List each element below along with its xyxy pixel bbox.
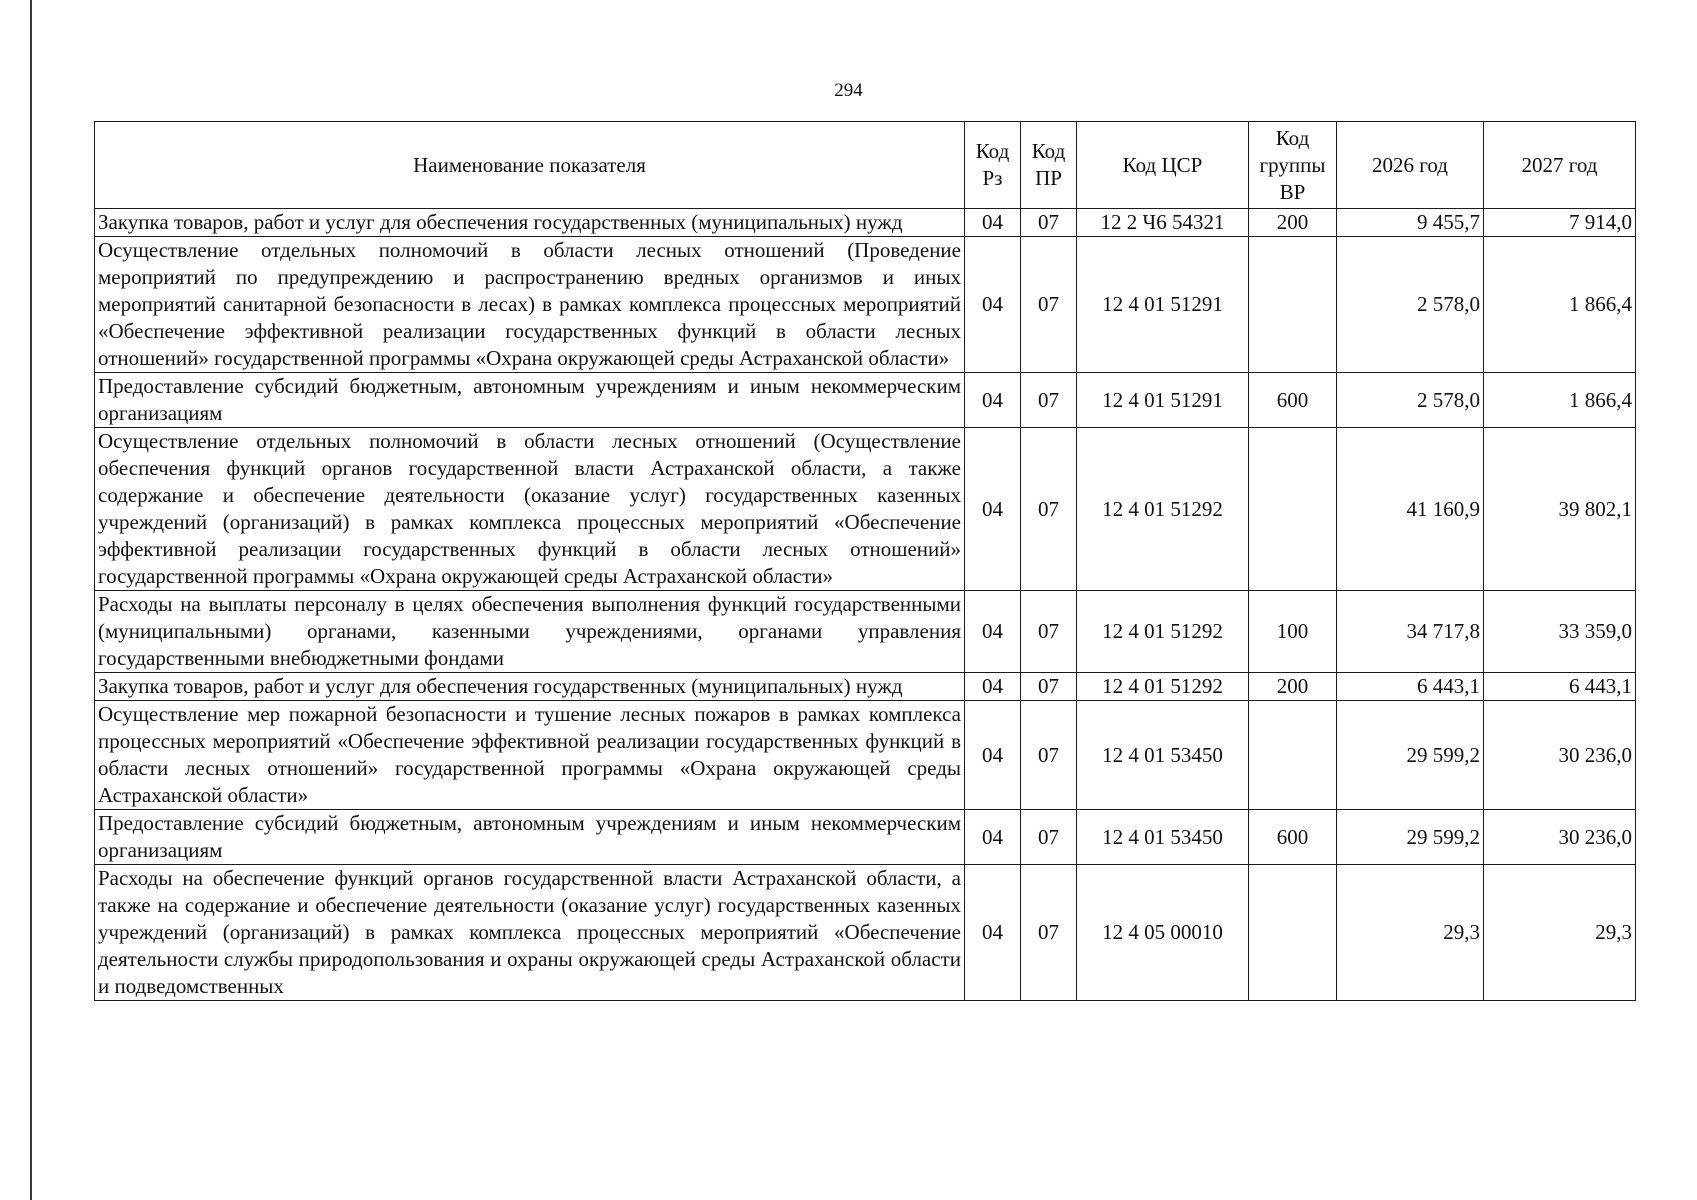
header-pr (1021, 122, 1077, 209)
row-vr (1249, 701, 1337, 810)
row-2027: 7 914,0 (1484, 209, 1636, 237)
row-2027: 30 236,0 (1484, 701, 1636, 810)
row-vr: 100 (1249, 591, 1337, 673)
row-name: Осуществление отдельных полномочий в области лесных отношений (Осуществление обеспечения функций органов государственной власти Астраханской области, а также содержание и обеспечение деятельности (оказание услуг) государственных казенных учреждений (организаций) в рамках комплекса процессных мероприятий «Обеспечение эффективной реализации государственных функций в области лесных отношений» государственной программы «Охрана окружающей среды Астраханской области» (95, 428, 965, 591)
row-2026: 29 599,2 (1337, 810, 1484, 865)
row-name: Осуществление мер пожарной безопасности и тушение лесных пожаров в рамках комплекса процессных мероприятий «Обеспечение эффективной реализации государственных функций в области лесных отношений» государственной программы «Охрана окружающей среды Астраханской области» (95, 701, 965, 810)
row-csr: 12 4 01 53450 (1077, 701, 1249, 810)
row-csr: 12 4 01 51292 (1077, 428, 1249, 591)
header-rz-line1: Код (975, 139, 1010, 163)
row-2027: 1 866,4 (1484, 237, 1636, 373)
budget-table (94, 121, 1636, 1001)
row-pr: 07 (1021, 209, 1077, 237)
row-2026: 29,3 (1337, 865, 1484, 1001)
row-csr: 12 4 05 00010 (1077, 865, 1249, 1001)
row-pr: 07 (1021, 865, 1077, 1001)
scan-edge-line (30, 0, 32, 1200)
header-csr: Код ЦСР (1077, 122, 1249, 209)
header-vr-line3: ВР (1279, 179, 1306, 204)
page-number: 294 (834, 80, 863, 101)
row-rz: 04 (965, 591, 1021, 673)
row-vr: 200 (1249, 209, 1337, 237)
header-vr-line2: группы (1259, 152, 1326, 177)
row-rz: 04 (965, 865, 1021, 1001)
row-pr: 07 (1021, 810, 1077, 865)
row-name: Осуществление отдельных полномочий в области лесных отношений (Проведение мероприятий по предупреждению и распространению вредных организмов и иных мероприятий санитарной безопасности в лесах) в рамках комплекса процессных мероприятий «Обеспечение эффективной реализации государственных функций в области лесных отношений» государственной программы «Охрана окружающей среды Астраханской области» (95, 237, 965, 373)
row-name: Закупка товаров, работ и услуг для обеспечения государственных (муниципальных) нужд (95, 673, 965, 701)
row-csr: 12 2 Ч6 54321 (1077, 209, 1249, 237)
table-row (95, 237, 1636, 373)
row-2026: 2 578,0 (1337, 237, 1484, 373)
table-row (95, 428, 1636, 591)
header-pr-line1: Код (1031, 139, 1066, 163)
row-vr (1249, 428, 1337, 591)
row-rz: 04 (965, 209, 1021, 237)
header-rz (965, 122, 1021, 209)
row-2027: 30 236,0 (1484, 810, 1636, 865)
row-rz: 04 (965, 428, 1021, 591)
row-2026: 41 160,9 (1337, 428, 1484, 591)
row-csr: 12 4 01 53450 (1077, 810, 1249, 865)
row-csr: 12 4 01 51291 (1077, 373, 1249, 428)
table-row (95, 701, 1636, 810)
row-vr (1249, 237, 1337, 373)
row-pr: 07 (1021, 673, 1077, 701)
table-row (95, 673, 1636, 701)
row-csr: 12 4 01 51292 (1077, 591, 1249, 673)
header-2026: 2026 год (1337, 122, 1484, 209)
row-pr: 07 (1021, 701, 1077, 810)
row-2027: 29,3 (1484, 865, 1636, 1001)
row-2026: 2 578,0 (1337, 373, 1484, 428)
row-2027: 33 359,0 (1484, 591, 1636, 673)
row-vr (1249, 865, 1337, 1001)
header-pr-line2: ПР (1035, 166, 1062, 190)
row-vr: 600 (1249, 810, 1337, 865)
row-name: Закупка товаров, работ и услуг для обеспечения государственных (муниципальных) нужд (95, 209, 965, 237)
table-row (95, 810, 1636, 865)
row-vr: 600 (1249, 373, 1337, 428)
header-rz-line2: Рз (982, 166, 1003, 190)
row-2027: 1 866,4 (1484, 373, 1636, 428)
row-rz: 04 (965, 810, 1021, 865)
row-2026: 34 717,8 (1337, 591, 1484, 673)
row-name: Предоставление субсидий бюджетным, автономным учреждениям и иным некоммерческим организациям (95, 373, 965, 428)
row-name: Предоставление субсидий бюджетным, автономным учреждениям и иным некоммерческим организациям (95, 810, 965, 865)
table-row (95, 865, 1636, 1001)
row-csr: 12 4 01 51292 (1077, 673, 1249, 701)
row-2027: 6 443,1 (1484, 673, 1636, 701)
table-row (95, 373, 1636, 428)
table-row (95, 591, 1636, 673)
row-csr: 12 4 01 51291 (1077, 237, 1249, 373)
header-2027: 2027 год (1484, 122, 1636, 209)
row-vr: 200 (1249, 673, 1337, 701)
row-2027: 39 802,1 (1484, 428, 1636, 591)
row-2026: 9 455,7 (1337, 209, 1484, 237)
header-name: Наименование показателя (95, 122, 965, 209)
table-row (95, 209, 1636, 237)
row-pr: 07 (1021, 373, 1077, 428)
row-name: Расходы на обеспечение функций органов государственной власти Астраханской области, а также на содержание и обеспечение деятельности (оказание услуг) государственных казенных учреждений (организаций) в рамках комплекса процессных мероприятий «Обеспечение деятельности службы природопользования и охраны окружающей среды Астраханской области и подведомственных (95, 865, 965, 1001)
row-pr: 07 (1021, 237, 1077, 373)
row-2026: 29 599,2 (1337, 701, 1484, 810)
header-vr-line1: Код (1275, 125, 1310, 150)
row-rz: 04 (965, 373, 1021, 428)
row-name: Расходы на выплаты персоналу в целях обеспечения выполнения функций государственными (муниципальными) органами, казенными учреждениями, органами управления государственными внебюджетными фондами (95, 591, 965, 673)
row-pr: 07 (1021, 591, 1077, 673)
row-pr: 07 (1021, 428, 1077, 591)
row-rz: 04 (965, 673, 1021, 701)
header-row (95, 122, 1636, 209)
row-2026: 6 443,1 (1337, 673, 1484, 701)
header-vr (1249, 122, 1337, 209)
row-rz: 04 (965, 701, 1021, 810)
row-rz: 04 (965, 237, 1021, 373)
